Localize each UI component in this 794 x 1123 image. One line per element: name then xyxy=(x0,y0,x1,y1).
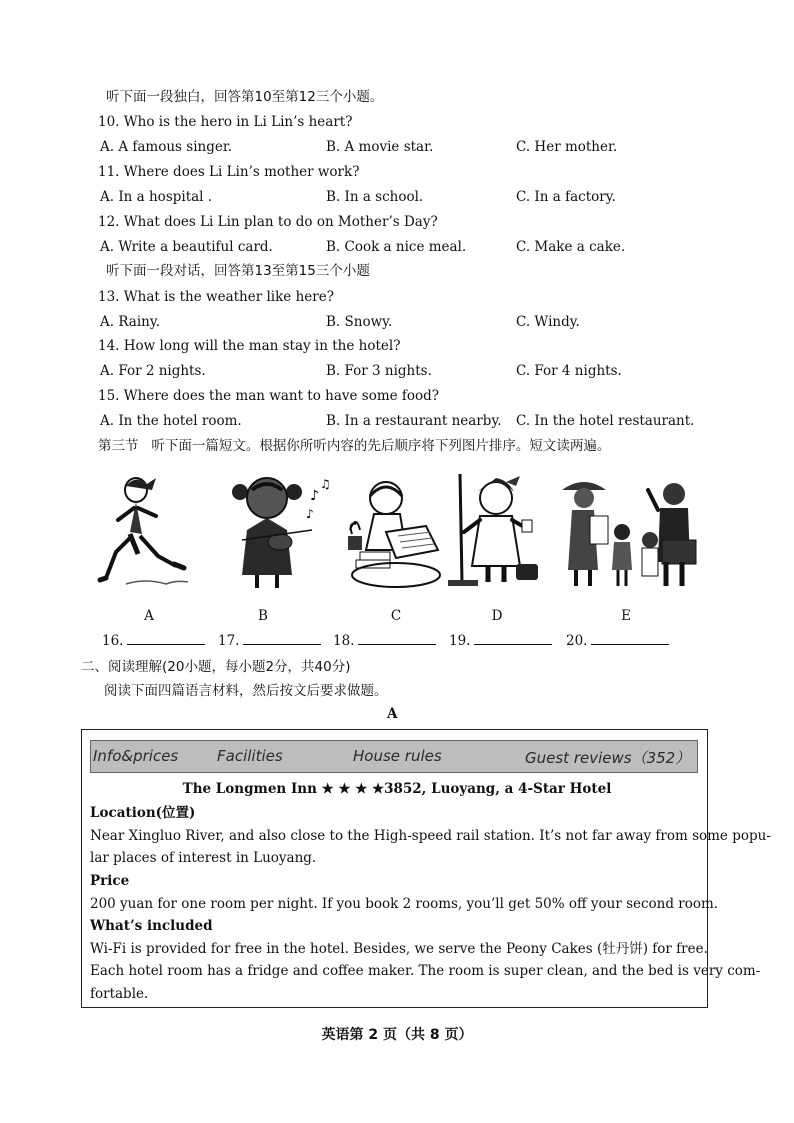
question-14-option-a: A. For 2 nights. xyxy=(100,363,206,379)
location-text-line-1: Near Xingluo River, and also close to the High-speed rail station. It’s not far away from some popu- xyxy=(90,828,771,844)
question-10-option-b: B. A movie star. xyxy=(326,139,434,155)
answer-blank-18[interactable] xyxy=(333,632,436,649)
svg-text:♫: ♫ xyxy=(320,477,331,491)
tab-guest-reviews[interactable]: Guest reviews（352） xyxy=(525,749,691,767)
question-13-option-b: B. Snowy. xyxy=(326,314,393,330)
question-15-option-c: C. In the hotel restaurant. xyxy=(516,413,695,429)
section-intro-dialogue: 听下面一段对话，回答第13至第15三个小题 xyxy=(106,263,370,279)
section-3-heading xyxy=(98,437,610,455)
question-14: 14. How long will the man stay in the hotel? xyxy=(98,338,401,354)
question-11: 11. Where does Li Lin’s mother work? xyxy=(98,164,360,180)
picture-letter-c: C xyxy=(390,608,402,624)
family-shopping-icon xyxy=(560,470,700,595)
hotel-tab-bar xyxy=(90,740,698,773)
price-text: 200 yuan for one room per night. If you book 2 rooms, you’ll get 50% off your second room. xyxy=(90,896,719,912)
answer-blank-20[interactable] xyxy=(566,632,669,649)
question-12-option-b: B. Cook a nice meal. xyxy=(326,239,467,255)
included-heading: What’s included xyxy=(90,918,213,934)
svg-text:♪: ♪ xyxy=(306,507,314,521)
question-14-option-c: C. For 4 nights. xyxy=(516,363,622,379)
question-13-option-c: C. Windy. xyxy=(516,314,580,330)
question-10: 10. Who is the hero in Li Lin’s heart? xyxy=(98,114,353,130)
question-15-option-b: B. In a restaurant nearby. xyxy=(326,413,502,429)
question-15-option-a: A. In the hotel room. xyxy=(100,413,242,429)
blank-number: 19. xyxy=(449,633,471,649)
price-heading: Price xyxy=(90,873,130,889)
running-girl-icon xyxy=(96,470,192,592)
reading-girl-icon xyxy=(346,470,446,592)
picture-letter-d: D xyxy=(491,608,503,624)
question-12-option-a: A. Write a beautiful card. xyxy=(100,239,273,255)
answer-blank-17[interactable] xyxy=(218,632,321,649)
picture-letter-b: B xyxy=(258,608,268,624)
question-11-option-a: A. In a hospital . xyxy=(100,189,213,205)
svg-text:♪: ♪ xyxy=(310,488,319,504)
answer-blank-19[interactable] xyxy=(449,632,552,649)
question-13-option-a: A. Rainy. xyxy=(100,314,160,330)
blank-number: 17. xyxy=(218,633,240,649)
question-15: 15. Where does the man want to have some food? xyxy=(98,388,440,404)
question-13: 13. What is the weather like here? xyxy=(98,289,334,305)
tab-house-rules[interactable]: House rules xyxy=(353,747,442,765)
page-footer: 英语第 2 页（共 8 页） xyxy=(321,1027,473,1043)
question-12: 12. What does Li Lin plan to do on Mother’s Day? xyxy=(98,214,438,230)
location-heading: Location(位置) xyxy=(90,805,196,821)
question-14-option-b: B. For 3 nights. xyxy=(326,363,432,379)
passage-letter: A xyxy=(387,706,398,722)
cleaning-girl-icon xyxy=(446,470,546,592)
location-text-line-2: lar places of interest in Luoyang. xyxy=(90,850,317,866)
answer-blank-16[interactable] xyxy=(102,632,205,649)
section-3-text: 听下面一篇短文。根据你所听内容的先后顺序将下列图片排序。短文读两遍。 xyxy=(151,438,611,454)
blank-number: 20. xyxy=(566,633,588,649)
blank-number: 16. xyxy=(102,633,124,649)
section-intro-monologue: 听下面一段独白，回答第10至第12三个小题。 xyxy=(106,89,384,105)
question-11-option-b: B. In a school. xyxy=(326,189,424,205)
section-3-label: 第三节 xyxy=(98,438,139,454)
question-10-option-c: C. Her mother. xyxy=(516,139,618,155)
tab-info-prices[interactable]: Info&prices xyxy=(93,747,179,765)
part-2-instruction: 阅读下面四篇语言材料，然后按文后要求做题。 xyxy=(104,683,388,699)
question-12-option-c: C. Make a cake. xyxy=(516,239,626,255)
tab-facilities[interactable]: Facilities xyxy=(217,747,283,765)
included-text-line-2: Each hotel room has a fridge and coffee maker. The room is super clean, and the bed is very com- xyxy=(90,963,761,979)
included-text-line-1: Wi-Fi is provided for free in the hotel. Besides, we serve the Peony Cakes (牡丹饼) for free. xyxy=(90,941,708,957)
blank-number: 18. xyxy=(333,633,355,649)
question-10-option-a: A. A famous singer. xyxy=(100,139,233,155)
included-text-line-3: fortable. xyxy=(90,986,149,1002)
question-11-option-c: C. In a factory. xyxy=(516,189,616,205)
picture-letter-a: A xyxy=(144,608,154,624)
picture-letter-e: E xyxy=(621,608,631,624)
violin-girl-icon xyxy=(222,470,332,595)
part-2-title: 二、阅读理解(20小题，每小题2分，共40分) xyxy=(81,659,351,675)
hotel-title: The Longmen Inn ★ ★ ★ ★3852, Luoyang, a 4-Star Hotel xyxy=(182,781,612,797)
